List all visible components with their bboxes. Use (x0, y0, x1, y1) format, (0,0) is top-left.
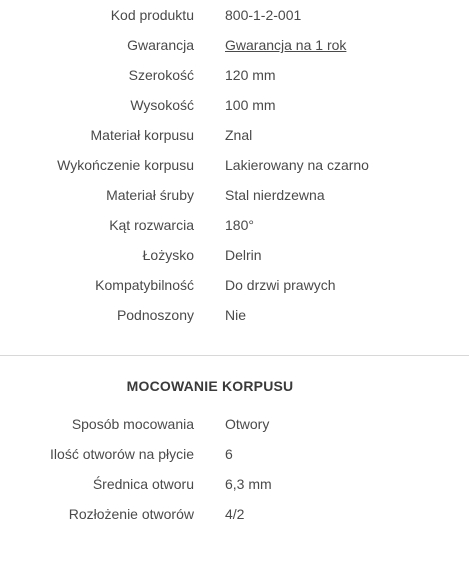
spec-value: Otwory (225, 416, 270, 432)
spec-label: Kąt rozwarcia (109, 217, 194, 233)
spec-row-hole-count (0, 439, 469, 469)
spec-row-hole-layout (0, 499, 469, 529)
spec-row-width (0, 60, 469, 90)
spec-value: Lakierowany na czarno (225, 157, 369, 173)
spec-row-mounting-method (0, 409, 469, 439)
spec-value: Stal nierdzewna (225, 187, 325, 203)
spec-label: Gwarancja (127, 37, 194, 53)
spec-value: 6,3 mm (225, 476, 272, 492)
spec-value: Znal (225, 127, 253, 143)
spec-label: Kod produktu (110, 7, 194, 23)
spec-row-body-finish (0, 150, 469, 180)
spec-value: Do drzwi prawych (225, 277, 336, 293)
spec-row-opening-angle (0, 210, 469, 240)
spec-value: 6 (225, 446, 233, 462)
spec-value: Nie (225, 307, 247, 323)
spec-row-product-code (0, 0, 469, 30)
spec-label: Podnoszony (116, 307, 194, 323)
spec-value: 800-1-2-001 (225, 7, 302, 23)
spec-label: Łożysko (142, 247, 194, 263)
spec-row-hole-diameter (0, 469, 469, 499)
spec-label: Średnica otworu (92, 476, 194, 492)
spec-row-screw-material (0, 180, 469, 210)
spec-value: 4/2 (225, 506, 245, 522)
warranty-link[interactable]: Gwarancja na 1 rok (225, 37, 347, 53)
spec-row-lift-off (0, 300, 469, 330)
spec-row-bearing (0, 240, 469, 270)
spec-value: Delrin (225, 247, 262, 263)
mounting-section-title: MOCOWANIE KORPUSU (126, 378, 294, 394)
spec-value: 120 mm (225, 67, 276, 83)
spec-label: Ilość otworów na płycie (50, 446, 194, 462)
spec-label: Szerokość (128, 67, 194, 83)
spec-value: 100 mm (225, 97, 276, 113)
spec-label: Kompatybilność (95, 277, 194, 293)
spec-row-warranty (0, 30, 469, 60)
section-divider (0, 355, 469, 356)
spec-row-height (0, 90, 469, 120)
spec-label: Wykończenie korpusu (57, 157, 194, 173)
spec-label: Materiał korpusu (90, 127, 194, 143)
spec-label: Sposób mocowania (71, 416, 194, 432)
spec-row-compatibility (0, 270, 469, 300)
spec-label: Rozłożenie otworów (68, 506, 194, 522)
spec-label: Materiał śruby (106, 187, 194, 203)
spec-value: 180° (225, 217, 254, 233)
spec-row-body-material (0, 120, 469, 150)
spec-label: Wysokość (130, 97, 194, 113)
